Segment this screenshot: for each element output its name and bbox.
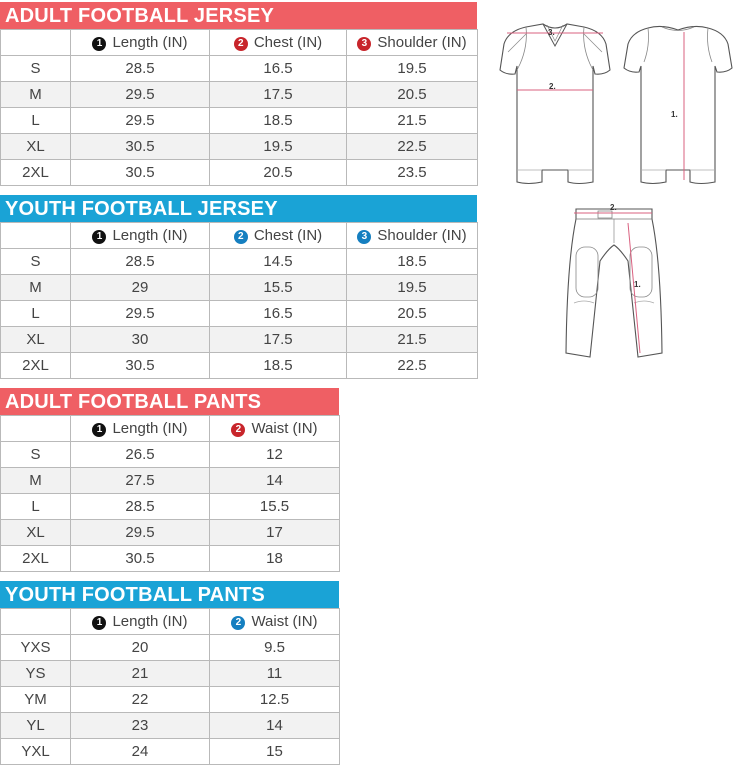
adult-pants-section [0, 388, 340, 572]
column-header: 1 Length (IN) [71, 609, 210, 635]
table-row: S 26.5 12 [1, 442, 340, 468]
table-row: L 29.5 18.5 21.5 [1, 108, 478, 134]
table-row: S 28.5 16.5 19.5 [1, 56, 478, 82]
size-header-cell [1, 30, 71, 56]
table-row: 2XL 30.5 18.5 22.5 [1, 353, 478, 379]
size-header-cell [1, 609, 71, 635]
table-row: XL 30 17.5 21.5 [1, 327, 478, 353]
number-badge-icon: 1 [92, 616, 106, 630]
youth-pants-section [0, 581, 340, 765]
section-banner: ADULT FOOTBALL JERSEY [0, 2, 477, 29]
table-row: L 29.5 16.5 20.5 [1, 301, 478, 327]
column-header: 2 Waist (IN) [210, 609, 340, 635]
section-banner: ADULT FOOTBALL PANTS [0, 388, 339, 415]
table-row: S 28.5 14.5 18.5 [1, 249, 478, 275]
size-table [0, 222, 478, 379]
size-header-cell [1, 223, 71, 249]
section-banner: YOUTH FOOTBALL PANTS [0, 581, 339, 608]
number-badge-icon: 2 [234, 230, 248, 244]
table-row: YS 21 11 [1, 661, 340, 687]
column-header: 1 Length (IN) [71, 223, 210, 249]
number-badge-icon: 1 [92, 37, 106, 51]
number-badge-icon: 1 [92, 423, 106, 437]
table-header-row [1, 609, 340, 635]
number-badge-icon: 1 [92, 230, 106, 244]
number-badge-icon: 2 [231, 616, 245, 630]
table-row: XL 29.5 17 [1, 520, 340, 546]
table-row: M 29 15.5 19.5 [1, 275, 478, 301]
jersey-front-icon [498, 22, 613, 190]
table-row: YL 23 14 [1, 713, 340, 739]
column-header: 3 Shoulder (IN) [347, 30, 478, 56]
pants-length-measure-label: 1. [634, 280, 641, 289]
size-header-cell [1, 416, 71, 442]
table-row: XL 30.5 19.5 22.5 [1, 134, 478, 160]
column-header: 2 Chest (IN) [210, 30, 347, 56]
adult-jersey-section [0, 2, 478, 186]
table-row: YM 22 12.5 [1, 687, 340, 713]
number-badge-icon: 3 [357, 37, 371, 51]
length-measure-label: 1. [671, 110, 678, 119]
column-header: 1 Length (IN) [71, 30, 210, 56]
table-row: M 27.5 14 [1, 468, 340, 494]
section-banner: YOUTH FOOTBALL JERSEY [0, 195, 477, 222]
table-header-row [1, 30, 478, 56]
column-header: 2 Chest (IN) [210, 223, 347, 249]
size-table [0, 415, 340, 572]
column-header: 3 Shoulder (IN) [347, 223, 478, 249]
shoulder-measure-label: 3. [548, 28, 555, 37]
column-header: 1 Length (IN) [71, 416, 210, 442]
table-row: YXS 20 9.5 [1, 635, 340, 661]
column-header: 2 Waist (IN) [210, 416, 340, 442]
youth-jersey-section [0, 195, 478, 379]
size-table [0, 608, 340, 765]
table-row: L 28.5 15.5 [1, 494, 340, 520]
waist-measure-label: 2. [610, 203, 617, 212]
table-row: 2XL 30.5 20.5 23.5 [1, 160, 478, 186]
number-badge-icon: 2 [231, 423, 245, 437]
table-row: M 29.5 17.5 20.5 [1, 82, 478, 108]
size-table [0, 29, 478, 186]
number-badge-icon: 2 [234, 37, 248, 51]
football-pants-icon [558, 203, 670, 360]
chest-measure-label: 2. [549, 82, 556, 91]
table-row: 2XL 30.5 18 [1, 546, 340, 572]
table-header-row [1, 223, 478, 249]
number-badge-icon: 3 [357, 230, 371, 244]
table-row: YXL 24 15 [1, 739, 340, 765]
table-header-row [1, 416, 340, 442]
jersey-back-icon [622, 20, 734, 188]
